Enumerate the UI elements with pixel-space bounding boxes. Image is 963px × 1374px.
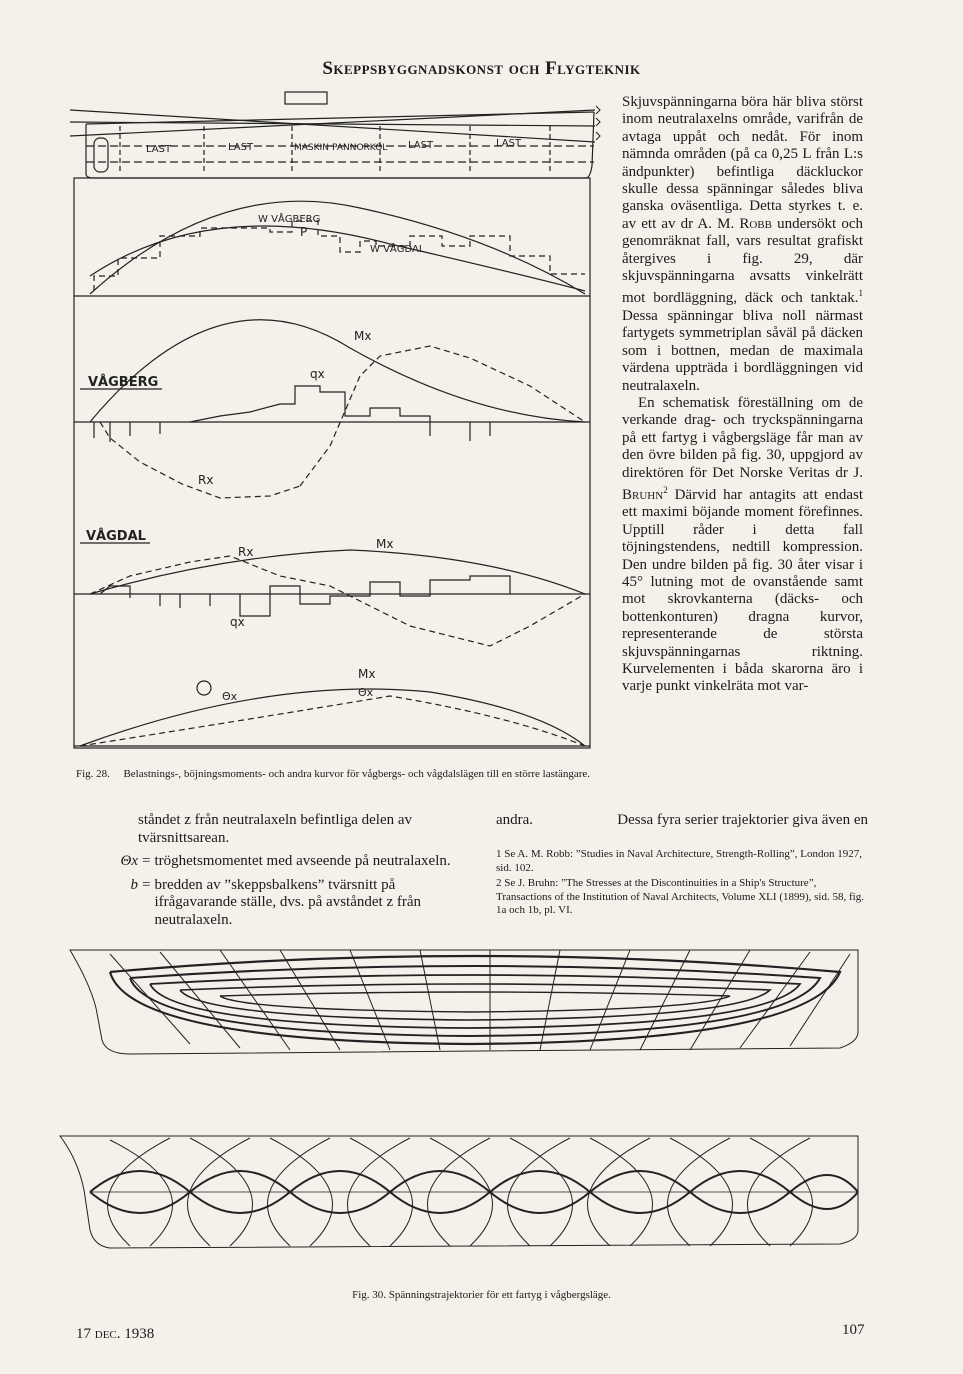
text-run: Dessa fyra serier trajektorier giva även en [617,812,868,828]
curve-label: W VÅGDAL [370,244,425,255]
paragraph [622,395,863,696]
footnote-2: 2 Se J. Bruhn: ”The Stresses at the Discontinuities in a Ship's Structure”, Transactions of the Institution of Naval Architects, Volume XLI (1899), sid. 58, fig. 1a och 1b, pl. VI. [496,877,864,916]
vagberg-label: VÅGBERG [88,375,159,390]
text-run: undersökt och genomräknat fall, vars resultat grafiskt återgives i fig. 29, där skjuvspänningarna avsatts vinkelrätt mot bordläggning, däck och tanktak. [622,215,863,307]
text-run: andra. [496,812,534,828]
hull-label: PANNORKOL [332,143,388,153]
right-column-text [622,94,863,696]
hull-label: LAST [408,140,434,151]
footer-date: 17 dec. 1938 [76,1326,155,1342]
paragraph [622,94,863,395]
figure-28 [70,86,610,754]
load-curves [74,201,590,296]
curve-label: Mx [376,537,394,551]
hull-label: LAST [228,142,254,153]
figure-frame [74,178,590,748]
footnote-ref[interactable]: 2 [663,484,668,495]
continuation-line [496,812,868,829]
left-definitions [120,812,460,929]
definition-theta: Θx = tröghetsmomentet med avseende på neutralaxeln. [138,853,460,871]
definition-text: tröghetsmomentet med avseende på neutralaxeln. [154,853,451,869]
lower-trajectory-diagram [60,1136,858,1248]
curve-label: W VÅGBERG [258,214,321,225]
curve-label: Mx [358,667,376,681]
fig28-caption [76,768,596,781]
vagdal-label: VÅGDAL [86,529,146,544]
text-run: En schematisk föreställning om de verkande drag- och tryckspänningarna på ett fartyg i vågbergsläge får man av den övre bilden på fig. 30, uppgjord av direktören för Det Norske Veritas dr J. [622,394,863,481]
theta-diagram [74,667,590,746]
curve-label: Mx [354,329,372,343]
text-run: Därvid har antagits att endast ett maximi böjande moment förefinnes. Upptill råder i detta fall töjningstendens, nedtill kompression. Den undre bilden på fig. 30 åter visar i 45° lutning mot de ovanstående samt mot skrovkanterna (däcks- och bottenkonturen) dragna kurvor, representerande de största skjuvspänningarnas riktning. Kurvelementen i båda skarorna äro i varje punkt vinkelräta mot var- [622,486,863,695]
figure-30 [50,944,880,1274]
vagberg-diagram [74,320,590,498]
author-name: Robb [739,215,772,232]
definition-text: bredden av ”skeppsbalkens” tvärsnitt på ifrågavarande ställe, dvs. på avståndet z från neutralaxeln. [154,876,422,928]
curve-label: qx [230,615,245,629]
author-name: Bruhn [622,486,664,503]
curve-label: Θx [222,690,238,703]
page-number: 107 [842,1322,865,1338]
text-run: Dessa spänningar bliva noll närmast fartygets symmetriplan såväl på däcken som i bottnen, medan de maximala värdena uppträda i bordläggningen vid neutralaxeln. [622,307,863,394]
text-run: Skjuvspänningarna böra här bliva störst inom neutralaxelns område, varifrån de avtaga uppåt och nedåt. För inom nämnda områden (på ca 0,25 L från L:s ändpunkter) befintliga däckluckor skulle dessa spänningar således bliva ganska oväsentliga. Detta styrkes t. e. av ett av dr A. M. [622,94,863,232]
vagdal-diagram [74,528,590,646]
definition-b: b = bredden av ”skeppsbalkens” tvärsnitt på ifrågavarande ställe, dvs. på avståndet z från neutralaxeln. [138,877,460,930]
fig28-caption-label: Fig. 28. [76,768,110,780]
curve-label: P [300,225,308,239]
symbol: Θx [120,853,138,869]
curve-label: qx [310,367,325,381]
definition-continued: ståndet z från neutralaxeln befintliga delen av tvärsnittsarean. [138,812,413,846]
footnote-1: 1 Se A. M. Robb: ”Studies in Naval Architecture, Strength-Rolling”, London 1927, sid. 102. [496,848,863,874]
symbol: b [130,876,138,893]
upper-trajectory-diagram [70,950,858,1054]
curve-label: Θx [358,686,374,699]
hull-label: MASKIN [294,143,329,153]
fig30-caption: Fig. 30. Spänningstrajektorier för ett fartyg i vågbergsläge. [352,1289,611,1301]
hull-profile [70,92,600,178]
page-header: Skeppsbyggnadskonst och Flygteknik [322,58,641,79]
fig28-caption-text: Belastnings-, böjningsmoments- och andra kurvor för vågbergs- och vågdalslägen till en större lastängare. [123,768,590,780]
footnotes [496,848,868,920]
curve-label: Rx [238,545,254,559]
hull-label: LAST [496,138,522,149]
footnote-ref[interactable]: 1 [858,288,863,299]
hull-label: LAST [146,144,172,155]
curve-label: Rx [198,473,214,487]
